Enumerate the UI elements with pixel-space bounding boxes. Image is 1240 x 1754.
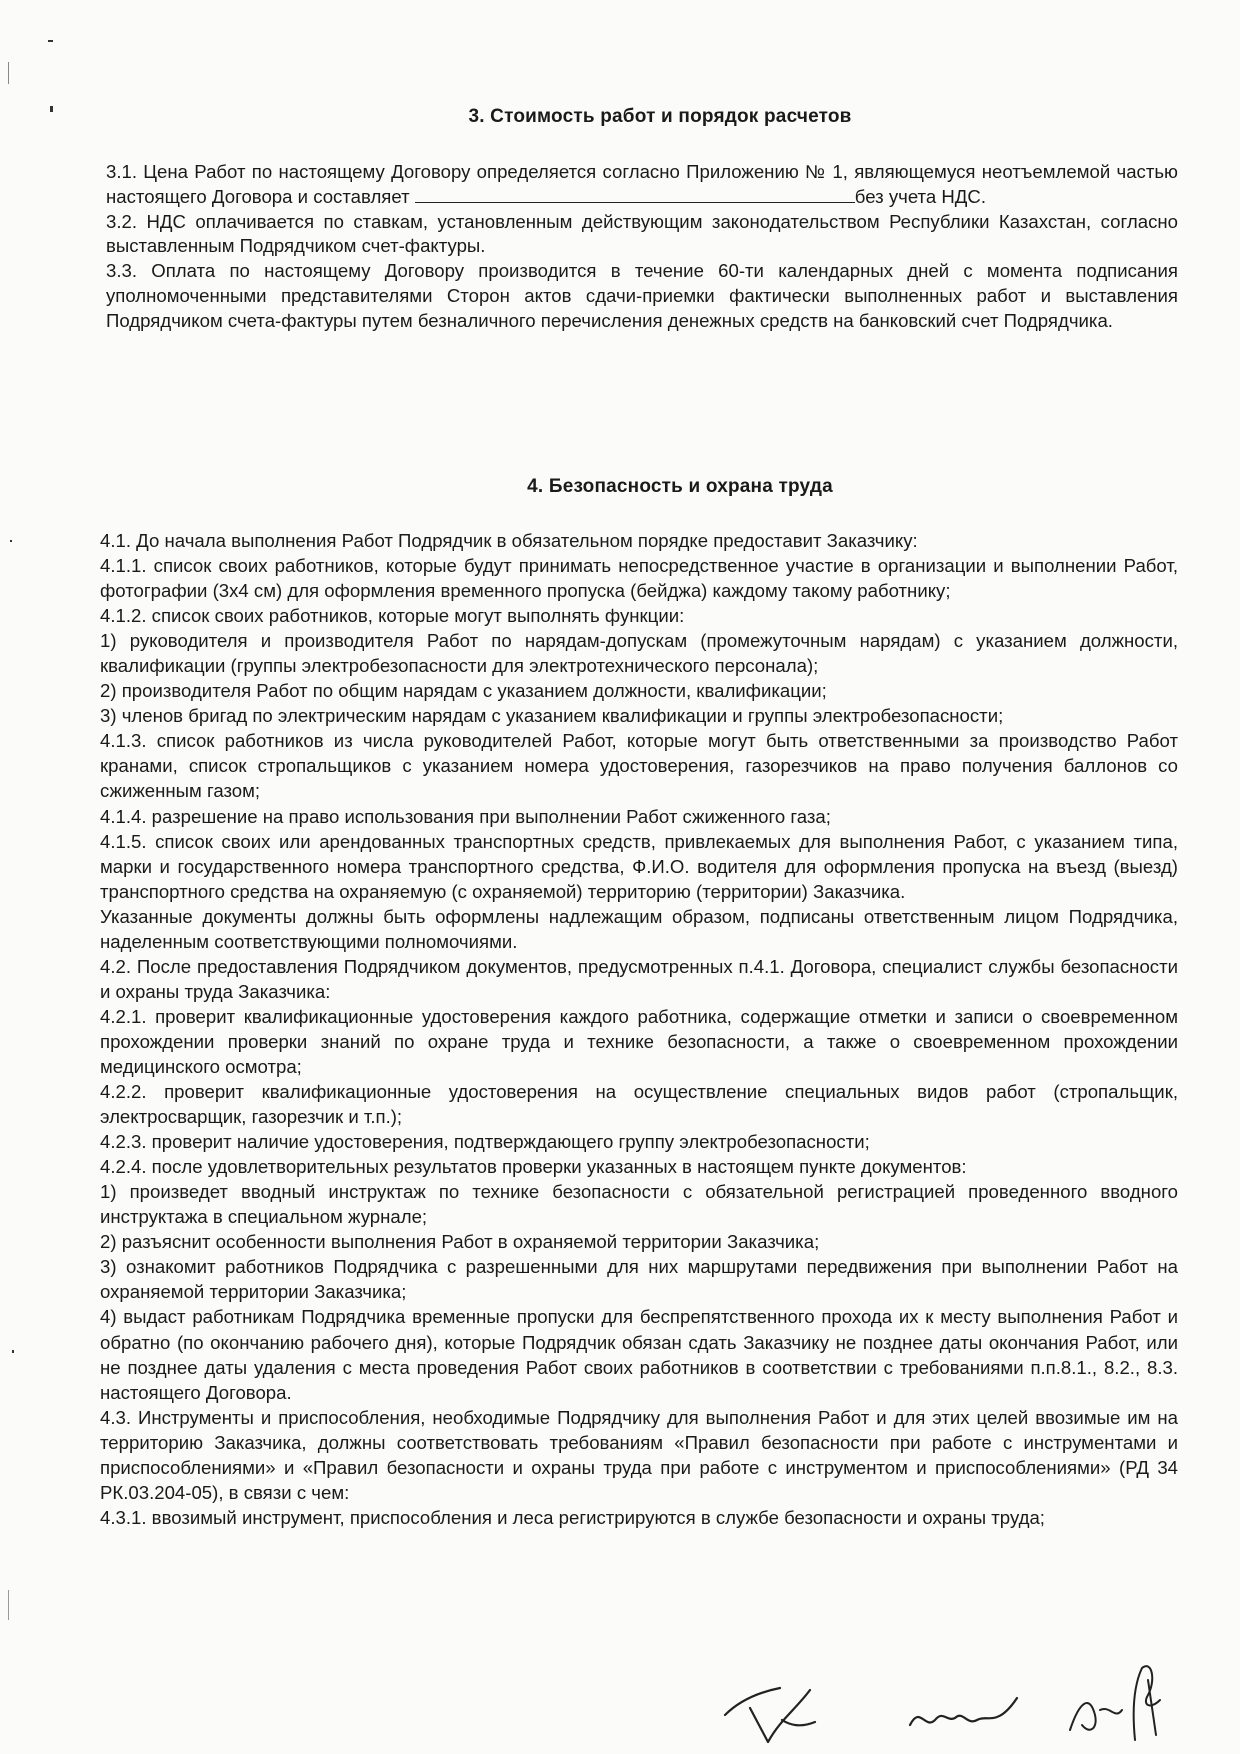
paragraph: Указанные документы должны быть оформлены надлежащим образом, подписаны ответственным лицом Подрядчика, наделенным соответствующими полномочиями. <box>100 905 1178 952</box>
paragraph-3-1 <box>106 160 1178 210</box>
paragraph-3-2: 3.2. НДС оплачивается по ставкам, установленным действующим законодательством Республики Казахстан, согласно выставленным Подрядчиком счет-фактуры. <box>106 210 1178 257</box>
section-3-body <box>106 160 1178 334</box>
paragraph-3-1-text: 3.1. Цена Работ по настоящему Договору определяется согласно Приложению № 1, являющемуся неотъемлемой частью настоящего Договора и составляет <box>106 161 1178 207</box>
paragraph: 4.2.4. после удовлетворительных результатов проверки указанных в настоящем пункте документов: <box>100 1156 967 1178</box>
paragraph: 4.1. До начала выполнения Работ Подрядчик в обязательном порядке предоставит Заказчику: <box>100 530 918 551</box>
paragraph: 1) произведет вводный инструктаж по технике безопасности с обязательной регистрацией проведенного вводного инструктажа в специальном журнале; <box>100 1181 1178 1228</box>
paragraph: 4.3. Инструменты и приспособления, необходимые Подрядчику для выполнения Работ и для этих целей ввозимые им на территорию Заказчика, должны соответствовать требованиям «Правил безопасности при работе с инструментами и приспособлениями» и «Правил безопасности и охраны труда при работе с инструментом и приспособлениями» (РД 34 РК.03.204-05), в связи с чем: <box>100 1406 1178 1503</box>
signature-initials-3 <box>1060 1660 1170 1750</box>
paragraph: 4.1.3. список работников из числа руководителей Работ, которые могут быть ответственными за производство Работ кранами, список стропальщиков с указанием номера удостоверения, газорезчиков на право получения баллонов со сжиженным газом; <box>100 730 1178 802</box>
signature-initials-1 <box>720 1680 830 1750</box>
paragraph: 2) производителя Работ по общим нарядам с указанием должности, квалификации; <box>100 680 827 702</box>
scan-speck <box>10 540 12 542</box>
paragraph: 4.1.2. список своих работников, которые могут выполнять функции: <box>100 605 685 627</box>
paragraph: 3) членов бригад по электрическим нарядам с указанием квалификации и группы электробезопасности; <box>100 705 1004 727</box>
paragraph: 2) разъяснит особенности выполнения Работ в охраняемой территории Заказчика; <box>100 1231 820 1253</box>
paragraph: 3) ознакомит работников Подрядчика с разрешенными для них маршрутами передвижения при выполнении Работ на охраняемой территории Заказчика; <box>100 1256 1178 1303</box>
scan-speck <box>8 1590 9 1620</box>
signature-initials-2 <box>905 1680 1025 1750</box>
scan-speck <box>12 1350 14 1353</box>
paragraph: 4) выдаст работникам Подрядчика временные пропуски для беспрепятственного прохода их к месту выполнения Работ и обратно (по окончанию рабочего дня), которые Подрядчик обязан сдать Заказчику не позднее даты окончания Работ, или не позднее даты удаления с места проведения Работ своих работников в соответствии с требованиями п.п.8.1., 8.2., 8.3. настоящего Договора. <box>100 1306 1178 1403</box>
section-4-title: 4. Безопасность и охрана труда <box>527 476 833 497</box>
paragraph: 4.1.5. список своих или арендованных транспортных средств, привлекаемых для выполнения Работ, с указанием типа, марки и государственного номера транспортного средства, Ф.И.О. водителя для оформления пропуска на въезд (выезд) транспортного средства на охраняемую (с охраняемой) территорию (территории) Заказчика. <box>100 830 1178 902</box>
paragraph: 4.2. После предоставления Подрядчиком документов, предусмотренных п.4.1. Договора, специалист службы безопасности и охраны труда Заказчика: <box>100 955 1178 1002</box>
paragraph: 4.1.4. разрешение на право использования при выполнении Работ сжиженного газа; <box>100 805 831 827</box>
paragraph: 4.1.1. список своих работников, которые будут принимать непосредственное участие в организации и выполнении Работ, фотографии (3х4 см) для оформления временного пропуска (бейджа) каждому такому работнику; <box>100 555 1178 602</box>
paragraph: 1) руководителя и производителя Работ по нарядам-допускам (промежуточным нарядам) с указанием должности, квалификации (группы электробезопасности для электротехнического персонала); <box>100 630 1178 677</box>
scan-speck <box>8 62 9 84</box>
paragraph: 4.2.3. проверит наличие удостоверения, подтверждающего группу электробезопасности; <box>100 1131 870 1153</box>
section-4-body <box>100 528 1178 1530</box>
section-3-title: 3. Стоимость работ и порядок расчетов <box>468 106 852 127</box>
paragraph-3-3: 3.3. Оплата по настоящему Договору производится в течение 60-ти календарных дней с момента подписания уполномоченными представителями Сторон актов сдачи-приемки фактически выполненных работ и выставления Подрядчиком счета-фактуры путем безналичного перечисления денежных средств на банковский счет Подрядчика. <box>106 260 1178 331</box>
paragraph: 4.2.1. проверит квалификационные удостоверения каждого работника, содержащие отметки и записи о своевременном прохождении проверки знаний по охране труда и технике безопасности, а также о своевременном прохождении медицинского осмотра; <box>100 1005 1178 1077</box>
scan-speck <box>48 40 53 42</box>
paragraph: 4.3.1. ввозимый инструмент, приспособления и леса регистрируются в службе безопасности и охраны труда; <box>100 1506 1045 1528</box>
paragraph: 4.2.2. проверит квалификационные удостоверения на осуществление специальных видов работ (стропальщик, электросварщик, газорезчик и т.п.); <box>100 1081 1178 1128</box>
paragraph-3-1-tail: без учета НДС. <box>854 185 986 207</box>
blank-amount-line <box>415 186 855 203</box>
